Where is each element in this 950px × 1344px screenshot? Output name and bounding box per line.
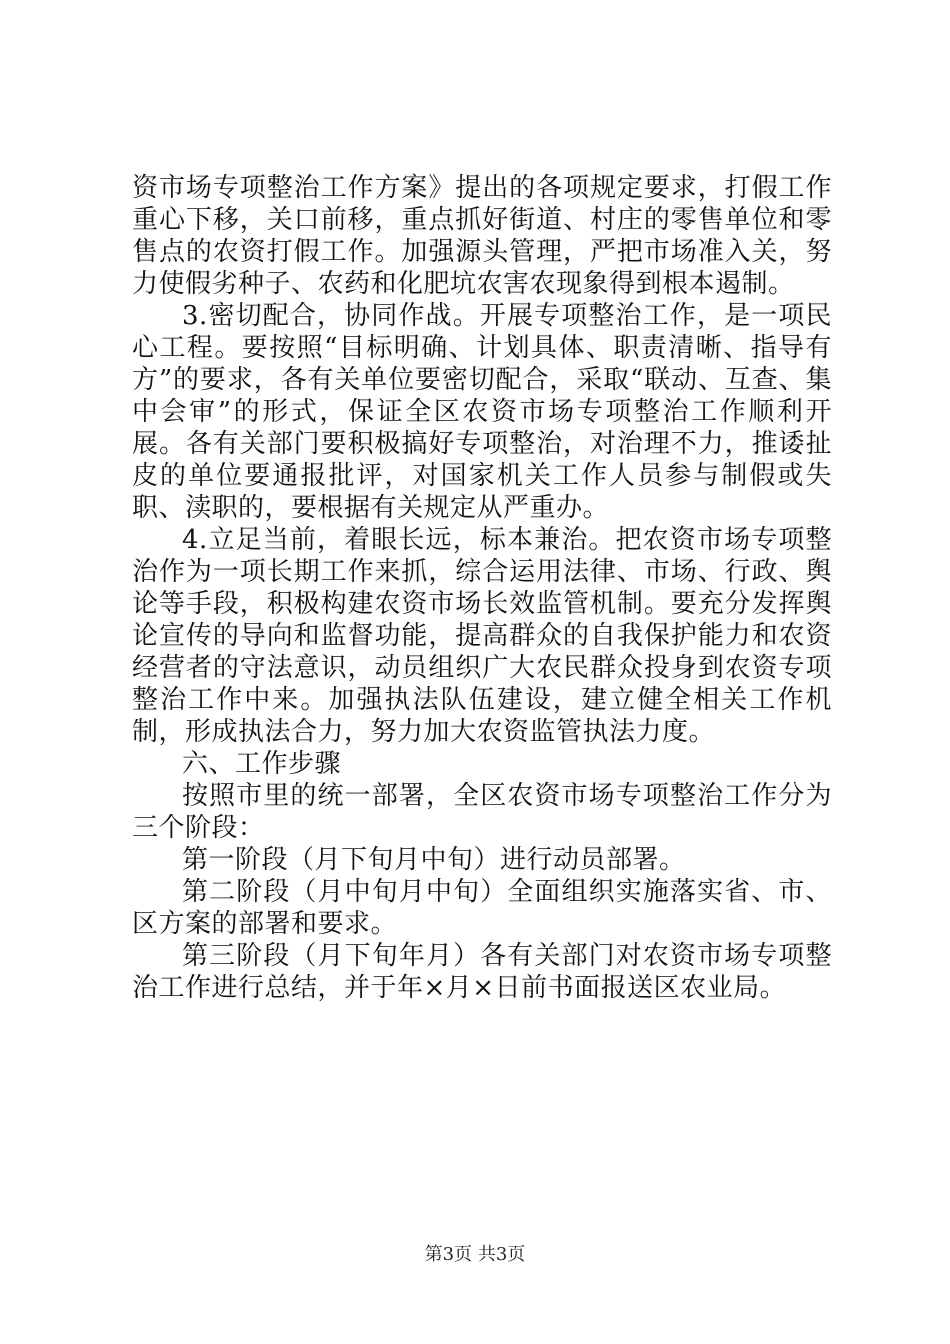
paragraph-item-4: 4.立足当前，着眼长远，标本兼治。把农资市场专项整治作为一项长期工作来抓，综合运用法律、市场、行政、舆论等手段，积极构建农资市场长效监管机制。要充分发挥舆论宣传的导向和监督功能，提高群众的自我保护能力和农资经营者的守法意识，动员组织广大农民群众投身到农资专项整治工作中来。加强执法队伍建设，建立健全相关工作机制，形成执法合力，努力加大农资监管执法力度。	[132, 525, 832, 747]
paragraph-stage-1: 第一阶段（月下旬月中旬）进行动员部署。	[182, 845, 686, 875]
paragraph-item-3: 3.密切配合，协同作战。开展专项整治工作，是一项民心工程。要按照“目标明确、计划具体、职责清晰、指导有方”的要求，各有关单位要密切配合，采取“联动、互查、集中会审”的形式，保证全区农资市场专项整治工作顺利开展。各有关部门要积极搞好专项整治，对治理不力，推诿扯皮的单位要通报批评，对国家机关工作人员参与制假或失职、渎职的，要根据有关规定从严重办。	[132, 301, 832, 523]
paragraph-stage-3: 第三阶段（月下旬年月）各有关部门对农资市场专项整治工作进行总结，并于年×月×日前书面报送区农业局。	[132, 941, 832, 1003]
page-number-footer: 第3页 共3页	[424, 1244, 526, 1265]
paragraph-continuation: 资市场专项整治工作方案》提出的各项规定要求，打假工作重心下移，关口前移，重点抓好街道、村庄的零售单位和零售点的农资打假工作。加强源头管理，严把市场准入关，努力使假劣种子、农药和化肥坑农害农现象得到根本遏制。	[132, 173, 832, 299]
document-body	[132, 172, 832, 1004]
paragraph-stage-2: 第二阶段（月中旬月中旬）全面组织实施落实省、市、区方案的部署和要求。	[132, 877, 832, 939]
section-heading-work-steps: 六、工作步骤	[182, 749, 342, 779]
paragraph-stages-intro: 按照市里的统一部署，全区农资市场专项整治工作分为三个阶段：	[132, 781, 832, 843]
